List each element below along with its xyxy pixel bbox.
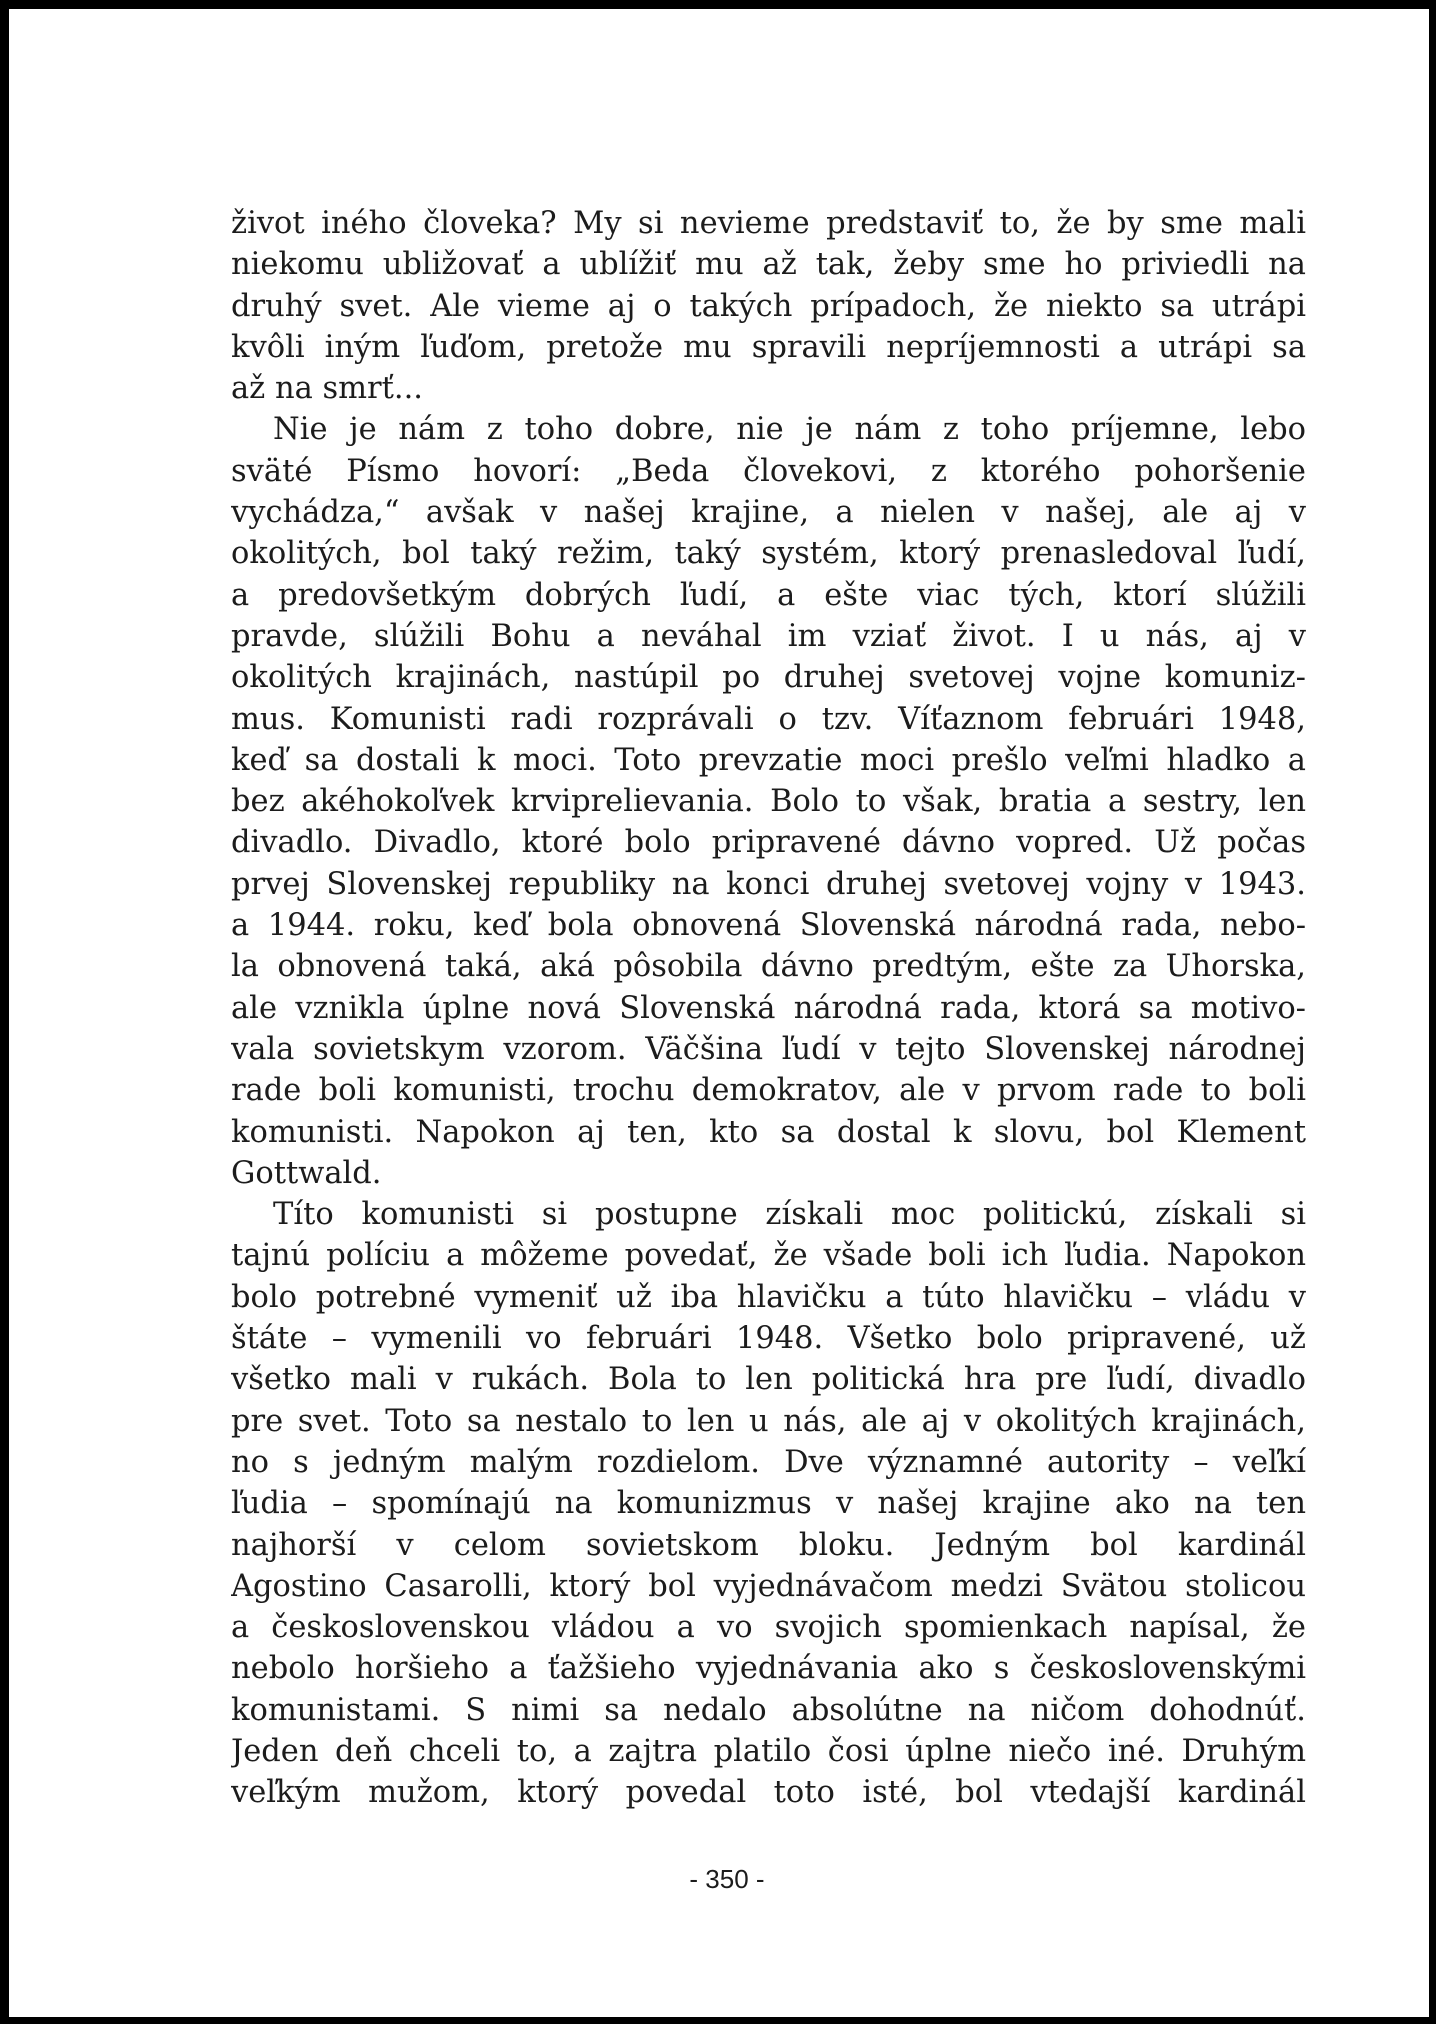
text-line: komunisti. Napokon aj ten, kto sa dostal k slovu, bol Klement bbox=[231, 1114, 1306, 1150]
text-line: veľkým mužom, ktorý povedal toto isté, bol vtedajší kardinál bbox=[231, 1775, 1306, 1811]
text-line: pre svet. Toto sa nestalo to len u nás, ale aj v okolitých krajinách, bbox=[231, 1403, 1306, 1439]
text-line: komunistami. S nimi sa nedalo absolútne na ničom dohodnúť. bbox=[231, 1692, 1306, 1728]
text-line: Jeden deň chceli to, a zajtra platilo čosi úplne niečo iné. Druhým bbox=[231, 1733, 1306, 1769]
text-line: a československou vládou a vo svojich spomienkach napísal, že bbox=[231, 1610, 1306, 1646]
text-line: ľudia – spomínajú na komunizmus v našej krajine ako na ten bbox=[231, 1486, 1306, 1522]
text-line: bez akéhokoľvek krviprelievania. Bolo to však, bratia a sestry, len bbox=[231, 784, 1306, 820]
text-line: až na smrť... bbox=[231, 371, 423, 407]
text-line: najhorší v celom sovietskom bloku. Jedným bol kardinál bbox=[231, 1527, 1306, 1563]
text-line: tajnú políciu a môžeme povedať, že všade boli ich ľudia. Napokon bbox=[231, 1238, 1306, 1274]
text-line: kvôli iným ľuďom, pretože mu spravili nepríjemnosti a utrápi sa bbox=[231, 329, 1306, 365]
text-line: rade boli komunisti, trochu demokratov, ale v prvom rade to boli bbox=[231, 1073, 1306, 1109]
text-line: divadlo. Divadlo, ktoré bolo pripravené dávno vopred. Už počas bbox=[231, 825, 1306, 861]
text-line: všetko mali v rukách. Bola to len politická hra pre ľudí, divadlo bbox=[231, 1362, 1306, 1398]
text-line: Gottwald. bbox=[231, 1155, 382, 1191]
body-text bbox=[231, 203, 1306, 1814]
text-line: no s jedným malým rozdielom. Dve významné autority – veľkí bbox=[231, 1444, 1306, 1480]
text-line: pravde, slúžili Bohu a neváhal im vziať život. I u nás, aj v bbox=[231, 618, 1306, 654]
text-line: Títo komunisti si postupne získali moc politickú, získali si bbox=[273, 1197, 1306, 1233]
text-line: nebolo horšieho a ťažšieho vyjednávania ako s československými bbox=[231, 1651, 1306, 1687]
text-line: a predovšetkým dobrých ľudí, a ešte viac tých, ktorí slúžili bbox=[231, 577, 1306, 613]
text-line: štáte – vymenili vo februári 1948. Všetko bolo pripravené, už bbox=[231, 1321, 1306, 1357]
text-line: niekomu ubližovať a ublížiť mu až tak, žeby sme ho priviedli na bbox=[231, 247, 1306, 283]
page-number: - 350 - bbox=[689, 1864, 765, 1894]
text-line: la obnovená taká, aká pôsobila dávno predtým, ešte za Uhorska, bbox=[231, 949, 1306, 985]
text-line: druhý svet. Ale vieme aj o takých prípadoch, že niekto sa utrápi bbox=[231, 288, 1306, 324]
text-line: vala sovietskym vzorom. Väčšina ľudí v tejto Slovenskej národnej bbox=[231, 1031, 1306, 1067]
text-line: a 1944. roku, keď bola obnovená Slovenská národná rada, nebo- bbox=[231, 908, 1306, 944]
text-line: prvej Slovenskej republiky na konci druhej svetovej vojny v 1943. bbox=[231, 866, 1306, 902]
text-line: okolitých krajinách, nastúpil po druhej svetovej vojne komuniz- bbox=[231, 660, 1306, 696]
text-line: sväté Písmo hovorí: „Beda človekovi, z ktorého pohoršenie bbox=[231, 453, 1306, 489]
text-line: keď sa dostali k moci. Toto prevzatie moci prešlo veľmi hladko a bbox=[231, 742, 1306, 778]
text-line: Nie je nám z toho dobre, nie je nám z toho príjemne, lebo bbox=[273, 412, 1306, 448]
text-line: bolo potrebné vymeniť už iba hlavičku a túto hlavičku – vládu v bbox=[231, 1279, 1306, 1315]
text-line: vychádza,“ avšak v našej krajine, a nielen v našej, ale aj v bbox=[231, 495, 1306, 531]
text-line: okolitých, bol taký režim, taký systém, ktorý prenasledoval ľudí, bbox=[231, 536, 1306, 572]
text-line: mus. Komunisti radi rozprávali o tzv. Víťaznom februári 1948, bbox=[231, 701, 1306, 737]
text-line: život iného človeka? My si nevieme predstaviť to, že by sme mali bbox=[231, 206, 1306, 241]
text-line: ale vznikla úplne nová Slovenská národná rada, ktorá sa motivo- bbox=[231, 990, 1306, 1026]
text-line: Agostino Casarolli, ktorý bol vyjednávačom medzi Svätou stolicou bbox=[231, 1568, 1306, 1604]
